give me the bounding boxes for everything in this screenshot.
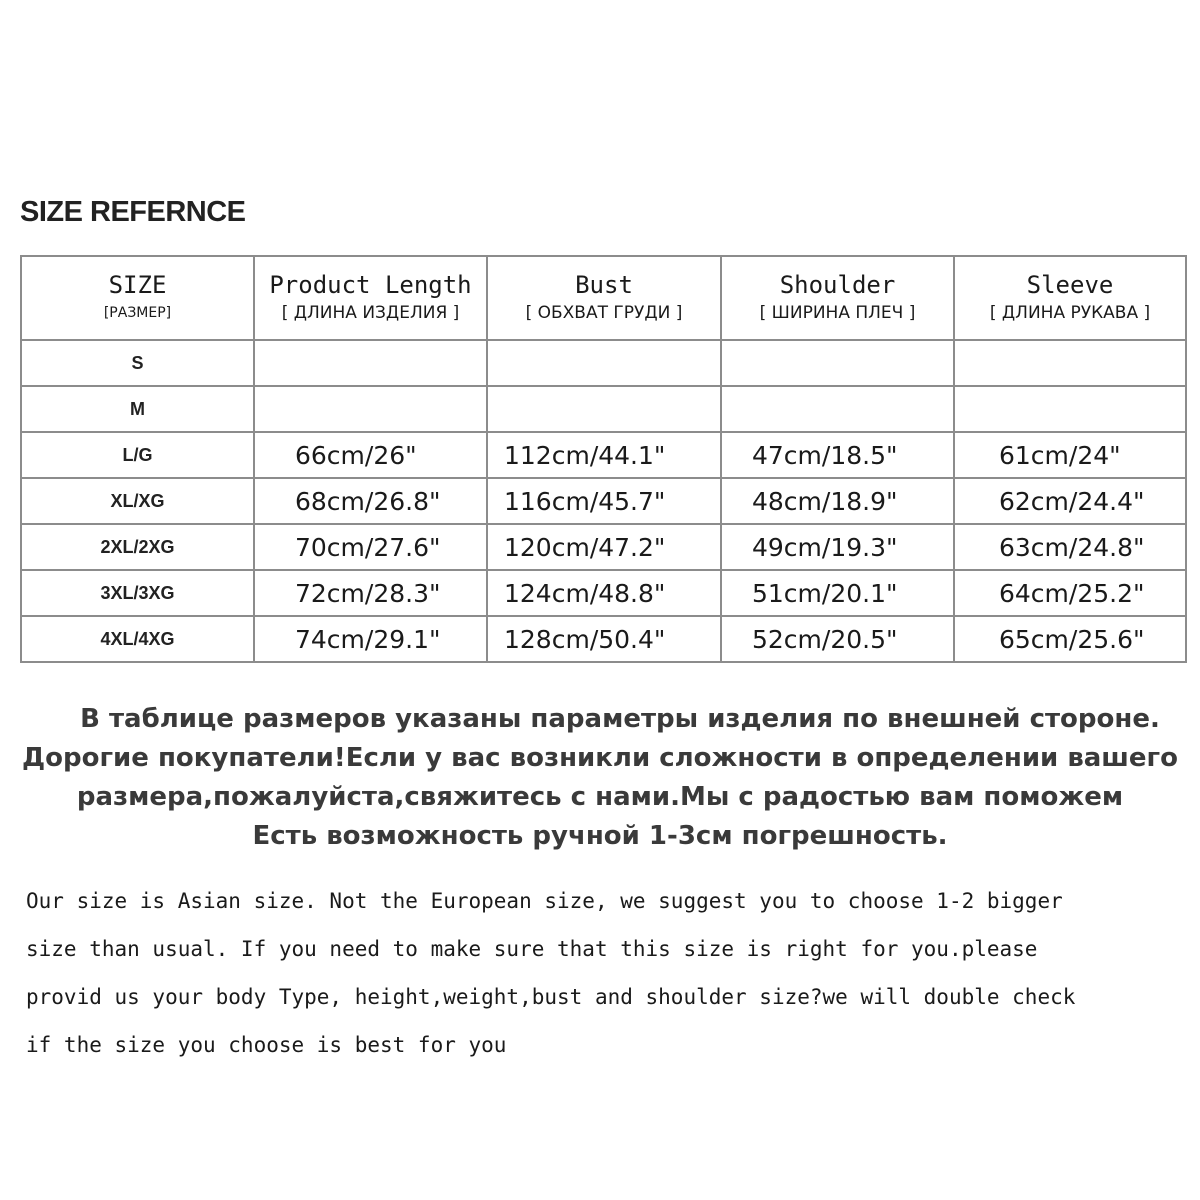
header-shoulder-label: Shoulder [779,271,896,299]
russian-note-line: В таблице размеров указаны параметры изделия по внешней стороне. [80,704,1160,734]
shoulder-cell: 51cm/20.1" [721,570,954,616]
bust-cell: 120cm/47.2" [487,524,721,570]
bust-cell: 124cm/48.8" [487,570,721,616]
size-cell: L/G [21,432,254,478]
bust-cell [487,386,721,432]
header-bust-label: Bust [575,271,633,299]
size-cell: XL/XG [21,478,254,524]
header-product-length-label: Product Length [269,271,472,299]
english-size-note [26,877,1176,1069]
page-title: SIZE REFERNCE [20,196,246,228]
shoulder-cell [721,340,954,386]
sleeve-cell: 64cm/25.2" [954,570,1186,616]
table-row [21,524,1186,570]
shoulder-cell: 47cm/18.5" [721,432,954,478]
russian-note-line: Есть возможность ручной 1-3см погрешность. [252,821,948,851]
bust-cell: 112cm/44.1" [487,432,721,478]
size-chart-table [20,255,1187,663]
english-note-line: Our size is Asian size. Not the European size, we suggest you to choose 1-2 bigger [26,889,1063,913]
size-cell: S [21,340,254,386]
length-cell [254,386,487,432]
table-row [21,340,1186,386]
header-size-sublabel: [РАЗМЕР] [103,305,172,321]
table-header-row [21,256,1186,340]
header-sleeve [954,256,1186,340]
header-shoulder [721,256,954,340]
size-cell: 3XL/3XG [21,570,254,616]
bust-cell [487,340,721,386]
header-sleeve-label: Sleeve [1026,271,1114,299]
russian-note-line: размера,пожалуйста,свяжитесь с нами.Мы с радостью вам поможем [76,782,1124,812]
table-row [21,570,1186,616]
length-cell: 66cm/26" [254,432,487,478]
sleeve-cell: 61cm/24" [954,432,1186,478]
table-row [21,432,1186,478]
english-note-line: provid us your body Type, height,weight,bust and shoulder size?we will double check [26,985,1076,1009]
length-cell [254,340,487,386]
table-row [21,616,1186,662]
length-cell: 74cm/29.1" [254,616,487,662]
header-product-length [254,256,487,340]
bust-cell: 128cm/50.4" [487,616,721,662]
russian-size-note [0,700,1200,856]
english-note-line: if the size you choose is best for you [26,1033,507,1057]
russian-note-line: Дорогие покупатели!Если у вас возникли сложности в определении вашего [21,743,1179,773]
length-cell: 72cm/28.3" [254,570,487,616]
sleeve-cell [954,340,1186,386]
shoulder-cell: 48cm/18.9" [721,478,954,524]
size-cell: 4XL/4XG [21,616,254,662]
length-cell: 68cm/26.8" [254,478,487,524]
shoulder-cell: 52cm/20.5" [721,616,954,662]
size-cell: M [21,386,254,432]
header-bust-sublabel: [ ОБХВАТ ГРУДИ ] [525,303,683,323]
header-bust [487,256,721,340]
shoulder-cell [721,386,954,432]
bust-cell: 116cm/45.7" [487,478,721,524]
sleeve-cell: 62cm/24.4" [954,478,1186,524]
table-row [21,478,1186,524]
header-product-length-sublabel: [ ДЛИНА ИЗДЕЛИЯ ] [281,303,460,323]
header-sleeve-sublabel: [ ДЛИНА РУКАВА ] [989,303,1151,323]
size-cell: 2XL/2XG [21,524,254,570]
header-size-label: SIZE [108,271,167,299]
english-note-line: size than usual. If you need to make sure that this size is right for you.please [26,937,1038,961]
sleeve-cell: 63cm/24.8" [954,524,1186,570]
shoulder-cell: 49cm/19.3" [721,524,954,570]
length-cell: 70cm/27.6" [254,524,487,570]
table-row [21,386,1186,432]
sleeve-cell [954,386,1186,432]
sleeve-cell: 65cm/25.6" [954,616,1186,662]
header-size [21,256,254,340]
header-shoulder-sublabel: [ ШИРИНА ПЛЕЧ ] [759,303,916,323]
